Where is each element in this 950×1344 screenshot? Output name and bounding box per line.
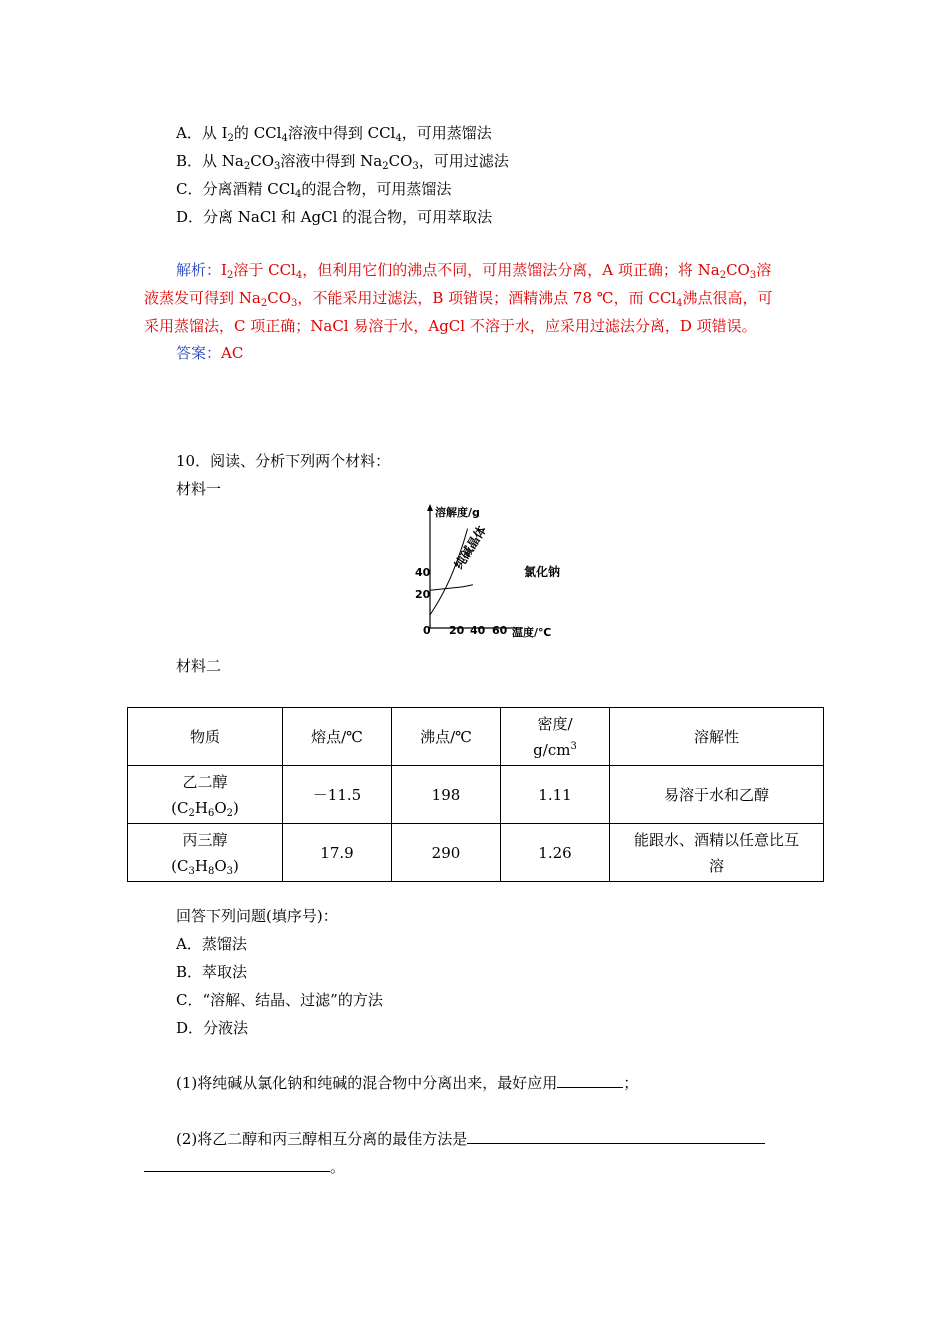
choice-a: A．蒸馏法: [176, 935, 247, 953]
analysis-line-2: 液蒸发可得到 $Na_2CO_3$，不能采用过滤法，B 项错误；酒精沸点 78 ℃，而 CCl$_4$沸点很高，可: [144, 289, 773, 309]
answer-line: [176, 343, 243, 363]
cell-density: 1.11: [501, 766, 610, 824]
table-row: [128, 824, 824, 882]
cell-density: 1.26: [501, 824, 610, 882]
answer-blank-1[interactable]: [557, 1071, 623, 1088]
choice-d: D．分液法: [176, 1019, 249, 1037]
answer-blank-2b[interactable]: [144, 1155, 330, 1172]
choice-c: C．“溶解、结晶、过滤”的方法: [176, 991, 383, 1009]
header-substance: 物质: [128, 708, 283, 766]
material-2-label: 材料二: [176, 657, 222, 675]
option-c: C．分离酒精 CCl$_4$的混合物，可用蒸馏法: [176, 180, 452, 200]
x-tick-40: 40: [470, 624, 486, 637]
y-tick-40: 40: [415, 566, 431, 579]
choice-b: B．萃取法: [176, 963, 248, 981]
question-1: (1)将纯碱从氯化钠和纯碱的混合物中分离出来，最好应用 ；: [176, 1071, 638, 1093]
series-nacl-line: [430, 585, 473, 590]
solubility-chart: [405, 500, 605, 645]
header-boiling-point: 沸点/℃: [392, 708, 501, 766]
x-tick-20: 20: [449, 624, 465, 637]
question-10-stem: 10．阅读、分析下列两个材料：: [176, 452, 391, 470]
header-melting-point: 熔点/℃: [283, 708, 392, 766]
x-tick-60: 60: [492, 624, 508, 637]
analysis-line-3: 采用蒸馏法，C 项正确；NaCl 易溶于水，AgCl 不溶于水，应采用过滤法分离，D 项错误。: [144, 317, 757, 335]
x-tick-0: 0: [423, 624, 431, 637]
y-axis-arrow: [427, 504, 433, 511]
series-soda-crystal-line: [430, 529, 468, 615]
y-axis-label: 溶解度/g: [435, 506, 480, 519]
x-axis-label: 温度/℃: [512, 626, 552, 639]
analysis-line-1: 解析：$I_2$溶于 CCl$_4$，但利用它们的沸点不同，可用蒸馏法分离，A 项正确；将 $Na_2CO_3$溶: [176, 261, 772, 281]
header-density: 密度/ $g/cm^3$: [501, 708, 610, 766]
analysis-label: 解析：: [176, 261, 222, 279]
option-a: A．从 $I_2$的 CCl$_4$溶液中得到 CCl$_4$，可用蒸馏法: [176, 124, 492, 144]
answer-value: AC: [221, 344, 244, 362]
header-solubility: 溶解性: [610, 708, 824, 766]
cell-solubility: 易溶于水和乙醇: [610, 766, 824, 824]
questions-intro: 回答下列问题(填序号)：: [176, 907, 338, 925]
cell-boiling-point: 198: [392, 766, 501, 824]
question-2-cont: 。: [144, 1155, 345, 1177]
series-nacl-label: 氯化钠: [524, 565, 561, 579]
cell-solubility: 能跟水、酒精以任意比互 溶: [610, 824, 824, 882]
cell-substance: 丙三醇 $(C_3H_8O_3)$: [128, 824, 283, 882]
y-tick-20: 20: [415, 588, 431, 601]
answer-label: 答案：: [176, 344, 222, 362]
cell-boiling-point: 290: [392, 824, 501, 882]
table-row: [128, 766, 824, 824]
series-soda-crystal-label: 纯碱晶体: [451, 523, 489, 572]
material-1-label: 材料一: [176, 480, 222, 498]
properties-table: [127, 707, 824, 882]
option-d: D．分离 NaCl 和 AgCl 的混合物，可用萃取法: [176, 208, 493, 226]
option-b: B．从 $Na_2CO_3$溶液中得到 $Na_2CO_3$，可用过滤法: [176, 152, 509, 172]
cell-melting-point: －11.5: [283, 766, 392, 824]
cell-substance: 乙二醇 $(C_2H_6O_2)$: [128, 766, 283, 824]
answer-blank-2a[interactable]: [467, 1127, 765, 1144]
table-header-row: [128, 708, 824, 766]
cell-melting-point: 17.9: [283, 824, 392, 882]
question-2: (2)将乙二醇和丙三醇相互分离的最佳方法是: [176, 1127, 765, 1149]
